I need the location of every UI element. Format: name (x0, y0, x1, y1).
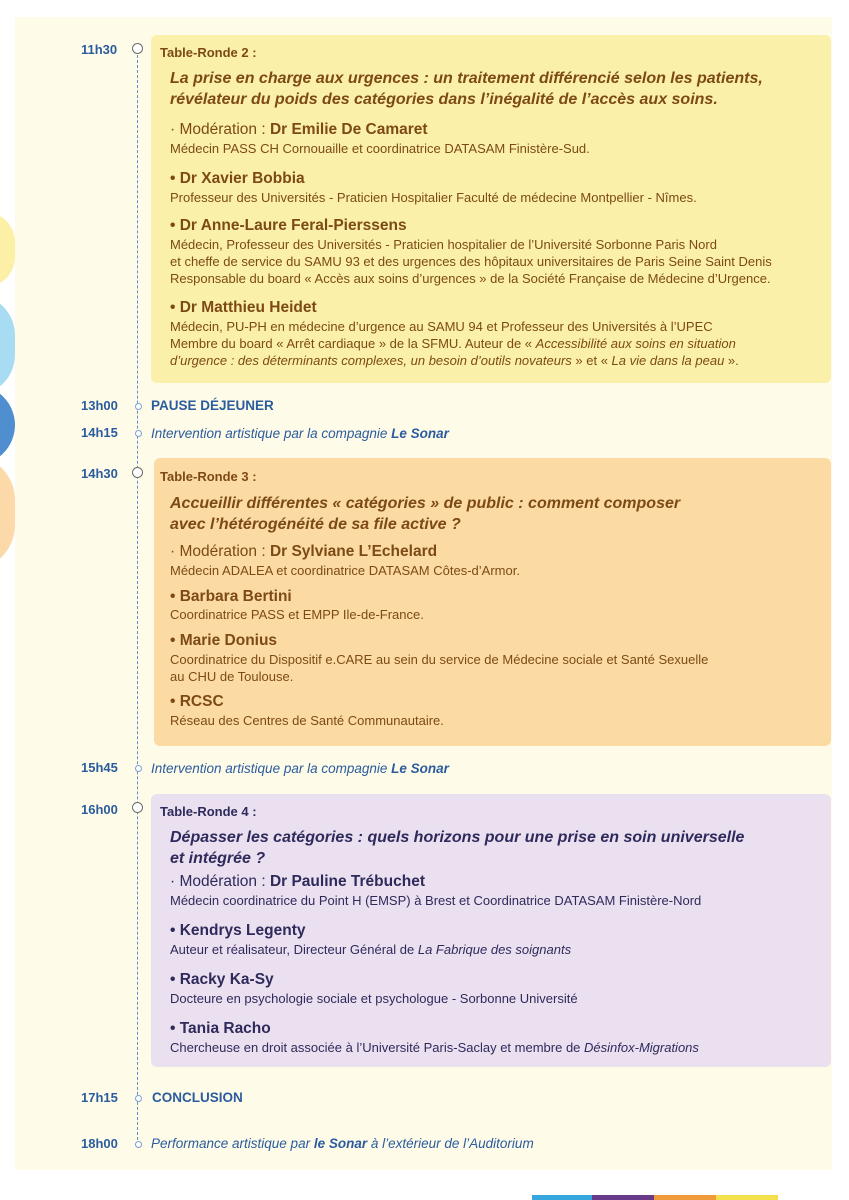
time-lunch: 13h00 (81, 398, 118, 413)
speaker-desc (170, 651, 708, 685)
speaker-desc: Coordinatrice PASS et EMPP Ile-de-France. (170, 607, 424, 622)
timeline-dot (132, 43, 143, 54)
table-ronde-label: Table-Ronde 2 : (160, 45, 257, 60)
desc-line: Coordinatrice du Dispositif e.CARE au sein du service de Médecine sociale et Santé Sexuelle (170, 652, 709, 667)
artistic-intervention: Intervention artistique par la compagnie Le Sonar (151, 761, 449, 776)
moderation-prefix: · Modération : (170, 121, 270, 138)
time-tr4: 16h00 (81, 802, 118, 817)
desc-line: d’urgence : des déterminants complexes, un besoin d’outils novateurs » et « La vie dans la peau ». (170, 353, 739, 368)
title-line: et intégrée ? (170, 850, 266, 867)
table-ronde-4-box (151, 794, 831, 1067)
timeline-dot (135, 765, 142, 772)
speaker-desc: Auteur et réalisateur, Directeur Général de La Fabrique des soignants (170, 942, 572, 957)
time-tr2: 11h30 (81, 42, 118, 57)
time-art1: 14h15 (81, 425, 118, 440)
speaker-name: • RCSC (170, 693, 224, 710)
title-line: Dépasser les catégories : quels horizons pour une prise en soin universelle (170, 829, 745, 846)
speaker-desc: Réseau des Centres de Santé Communautaire. (170, 713, 444, 728)
title-line: révélateur du poids des catégories dans l’inégalité de l’accès aux soins. (170, 91, 718, 108)
lunch-label: PAUSE DÉJEUNER (151, 398, 274, 413)
conclusion-label: CONCLUSION (152, 1090, 243, 1105)
desc-line: au CHU de Toulouse. (170, 669, 294, 684)
moderator-desc: Médecin PASS CH Cornouaille et coordinatrice DATASAM Finistère-Sud. (170, 141, 590, 156)
table-ronde-2-box (151, 35, 831, 383)
time-art2: 15h45 (81, 760, 118, 775)
speaker-name: • Dr Xavier Bobbia (170, 170, 305, 187)
decor-blue-shape (0, 385, 15, 465)
timeline-dot (132, 802, 143, 813)
bottom-bar-segment (716, 1195, 778, 1200)
desc-line: et cheffe de service du SAMU 93 et des urgences des hôpitaux universitaires de Paris Seine Saint Denis (170, 254, 772, 269)
decor-yellow-shape (0, 212, 15, 287)
table-ronde-3-box (154, 458, 831, 746)
moderator-desc: Médecin ADALEA et coordinatrice DATASAM Côtes-d’Armor. (170, 563, 520, 578)
desc-line: Médecin, Professeur des Universités - Praticien hospitalier de l’Université Sorbonne Paris Nord (170, 237, 717, 252)
speaker-name: • Barbara Bertini (170, 588, 292, 605)
speaker-name: • Dr Anne-Laure Feral-Pierssens (170, 217, 407, 234)
desc-line: Médecin, PU-PH en médecine d’urgence au SAMU 94 et Professeur des Universités à l’UPEC (170, 319, 713, 334)
timeline-dot (135, 403, 142, 410)
decor-peach-shape (0, 455, 15, 570)
desc-line: Responsable du board « Accès aux soins d’urgences » de la Société Française de Médecine d’Urgence. (170, 271, 771, 286)
moderator (170, 873, 425, 891)
speaker-desc: Docteure en psychologie sociale et psychologue - Sorbonne Université (170, 991, 578, 1006)
moderator-desc: Médecin coordinatrice du Point H (EMSP) à Brest et Coordinatrice DATASAM Finistère-Nord (170, 893, 702, 908)
table-ronde-title (170, 827, 744, 869)
moderator-name: Dr Sylviane L’Echelard (269, 543, 438, 560)
speaker-desc (170, 318, 739, 369)
artistic-performance: Performance artistique par le Sonar à l’extérieur de l’Auditorium (151, 1136, 534, 1151)
table-ronde-title (170, 68, 763, 110)
speaker-desc (170, 236, 772, 287)
moderator (170, 543, 437, 561)
speaker-name: • Tania Racho (170, 1020, 271, 1037)
bottom-bar-segment (654, 1195, 716, 1200)
bottom-bar-segment (592, 1195, 654, 1200)
moderation-prefix: · Modération : (170, 873, 270, 890)
time-tr3: 14h30 (81, 466, 118, 481)
time-perf: 18h00 (81, 1136, 118, 1151)
speaker-desc: Chercheuse en droit associée à l’Université Paris-Saclay et membre de Désinfox-Migrations (170, 1040, 699, 1055)
timeline-dot (135, 430, 142, 437)
time-conclusion: 17h15 (81, 1090, 118, 1105)
timeline-dot (132, 467, 143, 478)
table-ronde-label: Table-Ronde 3 : (160, 469, 257, 484)
table-ronde-title (170, 493, 680, 535)
speaker-name: • Kendrys Legenty (170, 922, 306, 939)
timeline-dot (135, 1095, 142, 1102)
speaker-name: • Racky Ka-Sy (170, 971, 274, 988)
moderator (170, 121, 428, 139)
moderation-prefix: · Modération : (170, 543, 270, 560)
speaker-name: • Dr Matthieu Heidet (170, 299, 317, 316)
title-line: La prise en charge aux urgences : un traitement différencié selon les patients, (170, 70, 763, 87)
desc-line: Membre du board « Arrêt cardiaque » de la SFMU. Auteur de « Accessibilité aux soins en situation (170, 336, 736, 351)
moderator-name: Dr Pauline Trébuchet (269, 873, 425, 890)
bottom-bar-segment (532, 1195, 592, 1200)
timeline-dot (135, 1141, 142, 1148)
moderator-name: Dr Emilie De Camaret (269, 121, 428, 138)
artistic-intervention: Intervention artistique par la compagnie Le Sonar (151, 426, 449, 441)
title-line: avec l’hétérogénéité de sa file active ? (170, 516, 461, 533)
speaker-desc: Professeur des Universités - Praticien Hospitalier Faculté de médecine Montpellier - Nîmes. (170, 190, 697, 205)
title-line: Accueillir différentes « catégories » de public : comment composer (170, 495, 681, 512)
timeline-line (137, 55, 138, 1145)
table-ronde-label: Table-Ronde 4 : (160, 804, 257, 819)
speaker-name: • Marie Donius (170, 632, 278, 649)
decor-lightblue-shape (0, 295, 15, 395)
